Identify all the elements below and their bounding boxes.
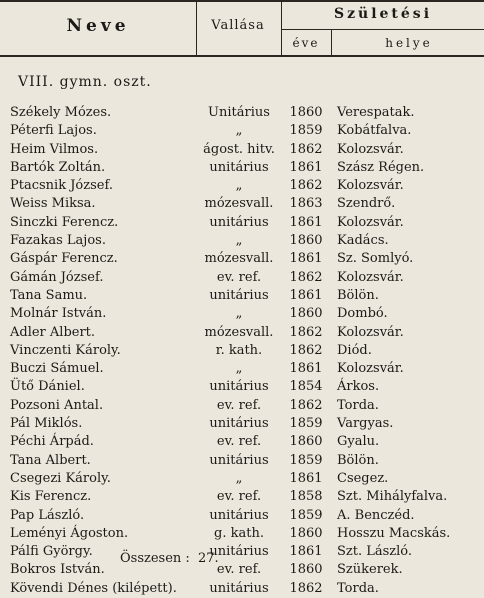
birth-year-cell: 1861 xyxy=(289,544,323,560)
religion-cell: unitárius xyxy=(209,287,269,303)
table-row xyxy=(0,580,484,598)
student-name: Pál Miklós. xyxy=(10,416,83,432)
column-divider xyxy=(196,0,197,56)
birth-year-cell: 1854 xyxy=(289,379,323,395)
religion-cell: unitárius xyxy=(209,159,269,175)
student-name: Sinczki Ferencz. xyxy=(10,214,119,230)
birth-year-cell: 1860 xyxy=(289,306,323,322)
birth-place-cell: Gyalu. xyxy=(337,434,380,450)
religion-cell: ev. ref. xyxy=(216,397,262,413)
student-name: Bokros István. xyxy=(10,562,105,578)
birth-year-cell: 1858 xyxy=(289,489,323,505)
religion-cell: unitárius xyxy=(209,452,269,468)
section-title: VIII. gymn. oszt. xyxy=(18,74,152,90)
total-value: 27. xyxy=(197,551,219,566)
table-row xyxy=(0,232,484,250)
religion-cell: „ xyxy=(235,233,243,249)
birth-year-cell: 1861 xyxy=(289,287,323,303)
birth-place-cell: Szász Régen. xyxy=(337,159,425,175)
birth-place-cell: Sz. Somlyó. xyxy=(337,251,414,267)
table-row xyxy=(0,104,484,122)
birth-place-cell: Szt. László. xyxy=(337,544,413,560)
total-label: Összesen : xyxy=(120,551,190,566)
student-name: Ptacsnik József. xyxy=(10,178,113,194)
student-name: Ütő Dániel. xyxy=(10,379,85,395)
religion-cell: mózesvall. xyxy=(204,324,274,340)
table-row xyxy=(0,470,484,488)
birth-place-cell: Kolozsvár. xyxy=(337,269,404,285)
student-name: Gáspár Ferencz. xyxy=(10,251,118,267)
birth-year-cell: 1861 xyxy=(289,470,323,486)
birth-year-cell: 1859 xyxy=(289,452,323,468)
birth-year-cell: 1862 xyxy=(289,342,323,358)
table-row xyxy=(0,525,484,543)
religion-cell: unitárius xyxy=(209,580,269,596)
student-name: Pálfi György. xyxy=(10,544,93,560)
birth-place-cell: Kobátfalva. xyxy=(337,123,412,139)
birth-place-cell: Szendrő. xyxy=(337,196,396,212)
table-row xyxy=(0,195,484,213)
table-row xyxy=(0,122,484,140)
student-name: Heim Vilmos. xyxy=(10,141,99,157)
birth-year-cell: 1862 xyxy=(289,397,323,413)
religion-cell: unitárius xyxy=(209,544,269,560)
birth-year-cell: 1861 xyxy=(289,361,323,377)
table-row xyxy=(0,488,484,506)
birth-year-cell: 1862 xyxy=(289,269,323,285)
birth-place-cell: Vargyas. xyxy=(337,416,394,432)
student-name: Kis Ferencz. xyxy=(10,489,92,505)
religion-column-header: Vallása xyxy=(211,18,265,33)
birth-year-cell: 1859 xyxy=(289,507,323,523)
table-row xyxy=(0,324,484,342)
header-bottom-rule xyxy=(0,55,484,57)
student-name: Molnár István. xyxy=(10,306,107,322)
student-name: Weiss Miksa. xyxy=(10,196,96,212)
column-divider xyxy=(331,30,332,56)
birth-year-cell: 1859 xyxy=(289,416,323,432)
religion-cell: Unitárius xyxy=(208,105,270,120)
student-name: Csegezi Károly. xyxy=(10,470,111,486)
table-row xyxy=(0,287,484,305)
religion-cell: ágost. hitv. xyxy=(203,141,275,157)
student-name: Tana Albert. xyxy=(10,452,91,468)
table-row xyxy=(0,561,484,579)
table-row xyxy=(0,507,484,525)
birth-place-cell: Torda. xyxy=(337,397,379,413)
birth-year-cell: 1860 xyxy=(289,233,323,249)
birth-place-cell: Bölön. xyxy=(337,287,379,303)
religion-cell: „ xyxy=(235,306,243,322)
birth-place-cell: Kolozsvár. xyxy=(337,324,404,340)
birth-place-column-header: helye xyxy=(385,36,433,50)
birth-place-cell: Szükerek. xyxy=(337,562,403,578)
birth-place-cell: Hosszu Macskás. xyxy=(337,525,451,541)
birth-year-cell: 1863 xyxy=(289,196,323,212)
religion-cell: mózesvall. xyxy=(204,196,274,212)
birth-year-column-header: éve xyxy=(292,36,320,50)
birth-year-cell: 1859 xyxy=(289,123,323,139)
table-row xyxy=(0,543,484,561)
birth-year-cell: 1860 xyxy=(289,105,323,120)
table-row xyxy=(0,360,484,378)
birth-place-cell: Árkos. xyxy=(337,379,380,395)
student-name: Kövendi Dénes (kilépett). xyxy=(10,580,177,596)
religion-cell: „ xyxy=(235,123,243,139)
religion-cell: ev. ref. xyxy=(216,434,262,450)
birth-place-cell: Szt. Mihályfalva. xyxy=(337,489,448,505)
table-row xyxy=(0,159,484,177)
table-row xyxy=(0,433,484,451)
religion-cell: unitárius xyxy=(209,416,269,432)
religion-cell: r. kath. xyxy=(215,342,263,358)
religion-cell: „ xyxy=(235,178,243,194)
table-row xyxy=(0,305,484,323)
birth-year-cell: 1860 xyxy=(289,562,323,578)
religion-cell: g. kath. xyxy=(214,525,264,541)
birth-place-cell: A. Benczéd. xyxy=(337,507,415,523)
birth-place-cell: Dombó. xyxy=(337,306,388,322)
table-row xyxy=(0,397,484,415)
birth-year-cell: 1862 xyxy=(289,178,323,194)
student-name: Leményi Ágoston. xyxy=(10,525,129,541)
table-row xyxy=(0,141,484,159)
birth-year-cell: 1861 xyxy=(289,251,323,267)
total-line xyxy=(120,551,219,566)
table-row xyxy=(0,415,484,433)
birth-year-cell: 1861 xyxy=(289,214,323,230)
religion-cell: unitárius xyxy=(209,214,269,230)
student-name: Vinczenti Károly. xyxy=(10,342,121,358)
birth-place-cell: Csegez. xyxy=(337,470,389,486)
religion-cell: unitárius xyxy=(209,507,269,523)
table-header xyxy=(0,0,484,56)
table-row xyxy=(0,250,484,268)
student-name: Pozsoni Antal. xyxy=(10,397,104,413)
subheader-rule xyxy=(281,29,484,30)
birth-year-cell: 1862 xyxy=(289,580,323,596)
table-row xyxy=(0,214,484,232)
birth-place-cell: Kolozsvár. xyxy=(337,361,404,377)
name-column-header: Neve xyxy=(66,16,130,36)
table-row xyxy=(0,177,484,195)
religion-cell: „ xyxy=(235,470,243,486)
birth-place-cell: Kadács. xyxy=(337,233,389,249)
birth-year-cell: 1860 xyxy=(289,434,323,450)
religion-cell: mózesvall. xyxy=(204,251,274,267)
religion-cell: unitárius xyxy=(209,379,269,395)
top-rule xyxy=(0,0,484,2)
student-name: Péterfi Lajos. xyxy=(10,123,97,139)
birth-place-cell: Bölön. xyxy=(337,452,379,468)
birth-place-cell: Kolozsvár. xyxy=(337,141,404,157)
student-name: Székely Mózes. xyxy=(10,105,112,120)
table-row xyxy=(0,342,484,360)
birth-year-cell: 1862 xyxy=(289,324,323,340)
table-row xyxy=(0,269,484,287)
religion-cell: „ xyxy=(235,361,243,377)
birth-place-cell: Kolozsvár. xyxy=(337,214,404,230)
birth-year-cell: 1862 xyxy=(289,141,323,157)
student-name: Pap László. xyxy=(10,507,85,523)
student-name: Buczi Sámuel. xyxy=(10,361,104,377)
birth-year-cell: 1861 xyxy=(289,159,323,175)
birth-year-cell: 1860 xyxy=(289,525,323,541)
table-row xyxy=(0,378,484,396)
religion-cell: ev. ref. xyxy=(216,562,262,578)
student-name: Adler Albert. xyxy=(10,324,96,340)
table-row xyxy=(0,452,484,470)
birth-place-cell: Diód. xyxy=(337,342,372,358)
birth-place-cell: Verespatak. xyxy=(337,105,415,120)
student-name: Tana Samu. xyxy=(10,287,88,303)
student-name: Péchi Árpád. xyxy=(10,434,94,450)
religion-cell: ev. ref. xyxy=(216,489,262,505)
birth-place-cell: Torda. xyxy=(337,580,379,596)
religion-cell: ev. ref. xyxy=(216,269,262,285)
student-name: Bartók Zoltán. xyxy=(10,159,106,175)
student-name: Fazakas Lajos. xyxy=(10,233,106,249)
student-list xyxy=(0,104,484,598)
birth-column-header: Születési xyxy=(333,6,433,22)
student-name: Gámán József. xyxy=(10,269,104,285)
birth-place-cell: Kolozsvár. xyxy=(337,178,404,194)
